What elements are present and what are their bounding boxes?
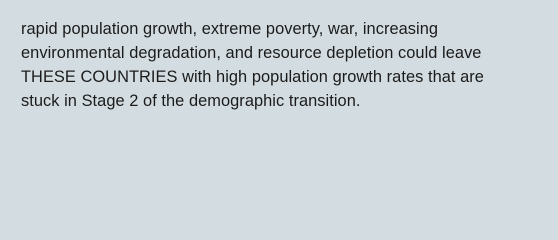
- passage-line: rapid population growth, extreme poverty, war, increasing: [21, 20, 439, 38]
- passage-line: stuck in Stage 2 of the demographic transition.: [21, 92, 361, 110]
- passage-line: THESE COUNTRIES with high population growth rates that are: [21, 68, 484, 86]
- passage-text: [21, 17, 546, 113]
- passage-line: environmental degradation, and resource depletion could leave: [21, 44, 482, 62]
